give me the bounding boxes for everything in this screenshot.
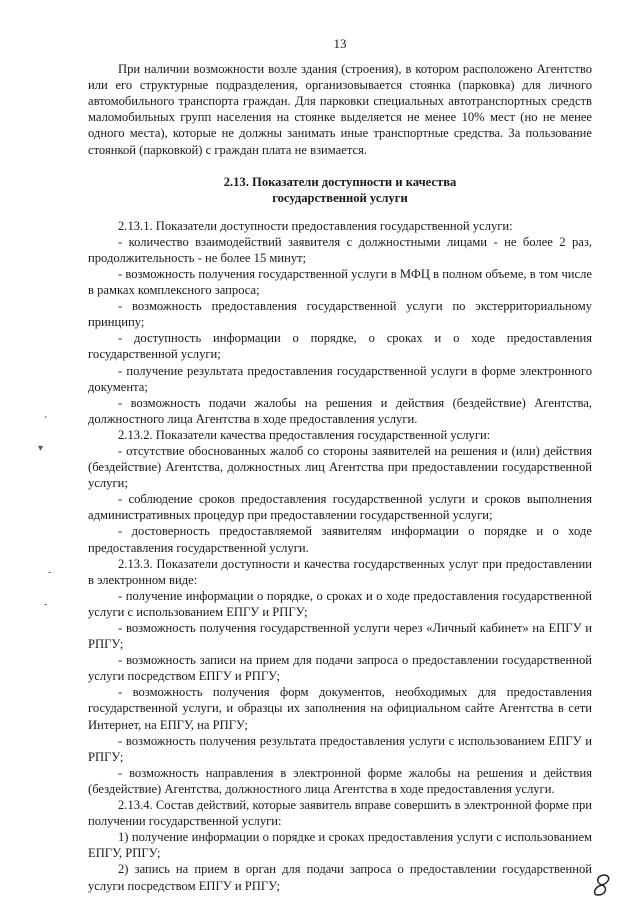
paragraph: - соблюдение сроков предоставления государственной услуги и сроков выполнения административных процедур при предоставлении государственной услуги;: [88, 492, 592, 523]
scan-mark: ‚: [44, 409, 48, 420]
section-heading-line-2: государственной услуги: [272, 190, 408, 205]
scan-mark: -: [48, 567, 52, 578]
page-number: 13: [333, 36, 347, 51]
paragraph: - возможность предоставления государственной услуги по экстерриториальному принципу;: [88, 299, 592, 330]
paragraph: - возможность получения государственной услуги через «Личный кабинет» на ЕПГУ и РПГУ;: [88, 621, 592, 652]
paragraph: - отсутствие обоснованных жалоб со стороны заявителей на решения и (или) действия (бездействие) Агентства, должностных лиц Агентства при предоставлении государственной услуги;: [88, 443, 592, 491]
paragraph: - достоверность предоставляемой заявителям информации о порядке и о ходе предоставления государственной услуги.: [88, 524, 592, 555]
paragraph: - возможность записи на прием для подачи запроса о предоставлении государственной услуги посредством ЕПГУ и РПГУ;: [88, 653, 592, 684]
handwritten-mark: [588, 872, 616, 898]
section-heading: [88, 174, 592, 206]
paragraph: 2.13.3. Показатели доступности и качества государственных услуг при предоставлении в электронном виде:: [88, 556, 592, 587]
paragraph: 2.13.2. Показатели качества предоставления государственной услуги:: [118, 427, 491, 442]
section-body: [88, 218, 592, 894]
scan-mark: ▾: [38, 443, 44, 454]
scan-mark: -: [44, 599, 48, 610]
paragraph: - возможность получения результата предоставления услуги с использованием ЕПГУ и РПГУ;: [88, 733, 592, 764]
paragraph: 2.13.4. Состав действий, которые заявитель вправе совершить в электронной форме при получении государственной услуги:: [88, 798, 592, 829]
paragraph: - возможность подачи жалобы на решения и действия (бездействие) Агентства, должностного лица Агентства в ходе предоставления услуги.: [88, 395, 592, 426]
paragraph: 1) получение информации о порядке и сроках предоставления услуги с использованием ЕПГУ, РПГУ;: [88, 830, 592, 861]
intro-paragraph: При наличии возможности возле здания (строения), в котором расположено Агентство или его структурные подразделения, организовывается стоянка (парковка) для личного автомобильного транспорта граждан. Для парковки специальных автотранспортных средств маломобильных групп населения на стоянке выделяется не менее 10% мест (но не менее одного места), которые не должны занимать иные транспортные средства. За пользование стоянкой (парковкой) с граждан плата не взимается.: [88, 62, 592, 157]
document-page: [88, 36, 592, 894]
section-heading-line-1: 2.13. Показатели доступности и качества: [223, 174, 457, 189]
paragraph: - количество взаимодействий заявителя с должностными лицами - не более 2 раз, продолжительность - не более 15 минут;: [88, 234, 592, 265]
paragraph: - возможность получения государственной услуги в МФЦ в полном объеме, в том числе в рамках комплексного запроса;: [88, 266, 592, 298]
paragraph: - получение результата предоставления государственной услуги в форме электронного документа;: [88, 363, 592, 394]
paragraph: - получение информации о порядке, о сроках и о ходе предоставления государственной услуги с использованием ЕПГУ и РПГУ;: [88, 588, 592, 619]
paragraph: - доступность информации о порядке, о сроках и о ходе предоставления государственной услуги;: [88, 331, 592, 362]
paragraph: - возможность получения форм документов, необходимых для предоставления государственной услуги, и образцы их заполнения на официальном сайте Агентства в сети Интернет, на ЕПГУ, на РПГУ;: [88, 685, 592, 732]
paragraph: 2.13.1. Показатели доступности предоставления государственной услуги:: [118, 218, 513, 233]
paragraph: - возможность направления в электронной форме жалобы на решения и действия (бездействие) Агентства, должностного лица Агентства в ходе предоставления услуги.: [88, 765, 592, 796]
paragraph: 2) запись на прием в орган для подачи запроса о предоставлении государственной услуги посредством ЕПГУ и РПГУ;: [88, 862, 592, 893]
